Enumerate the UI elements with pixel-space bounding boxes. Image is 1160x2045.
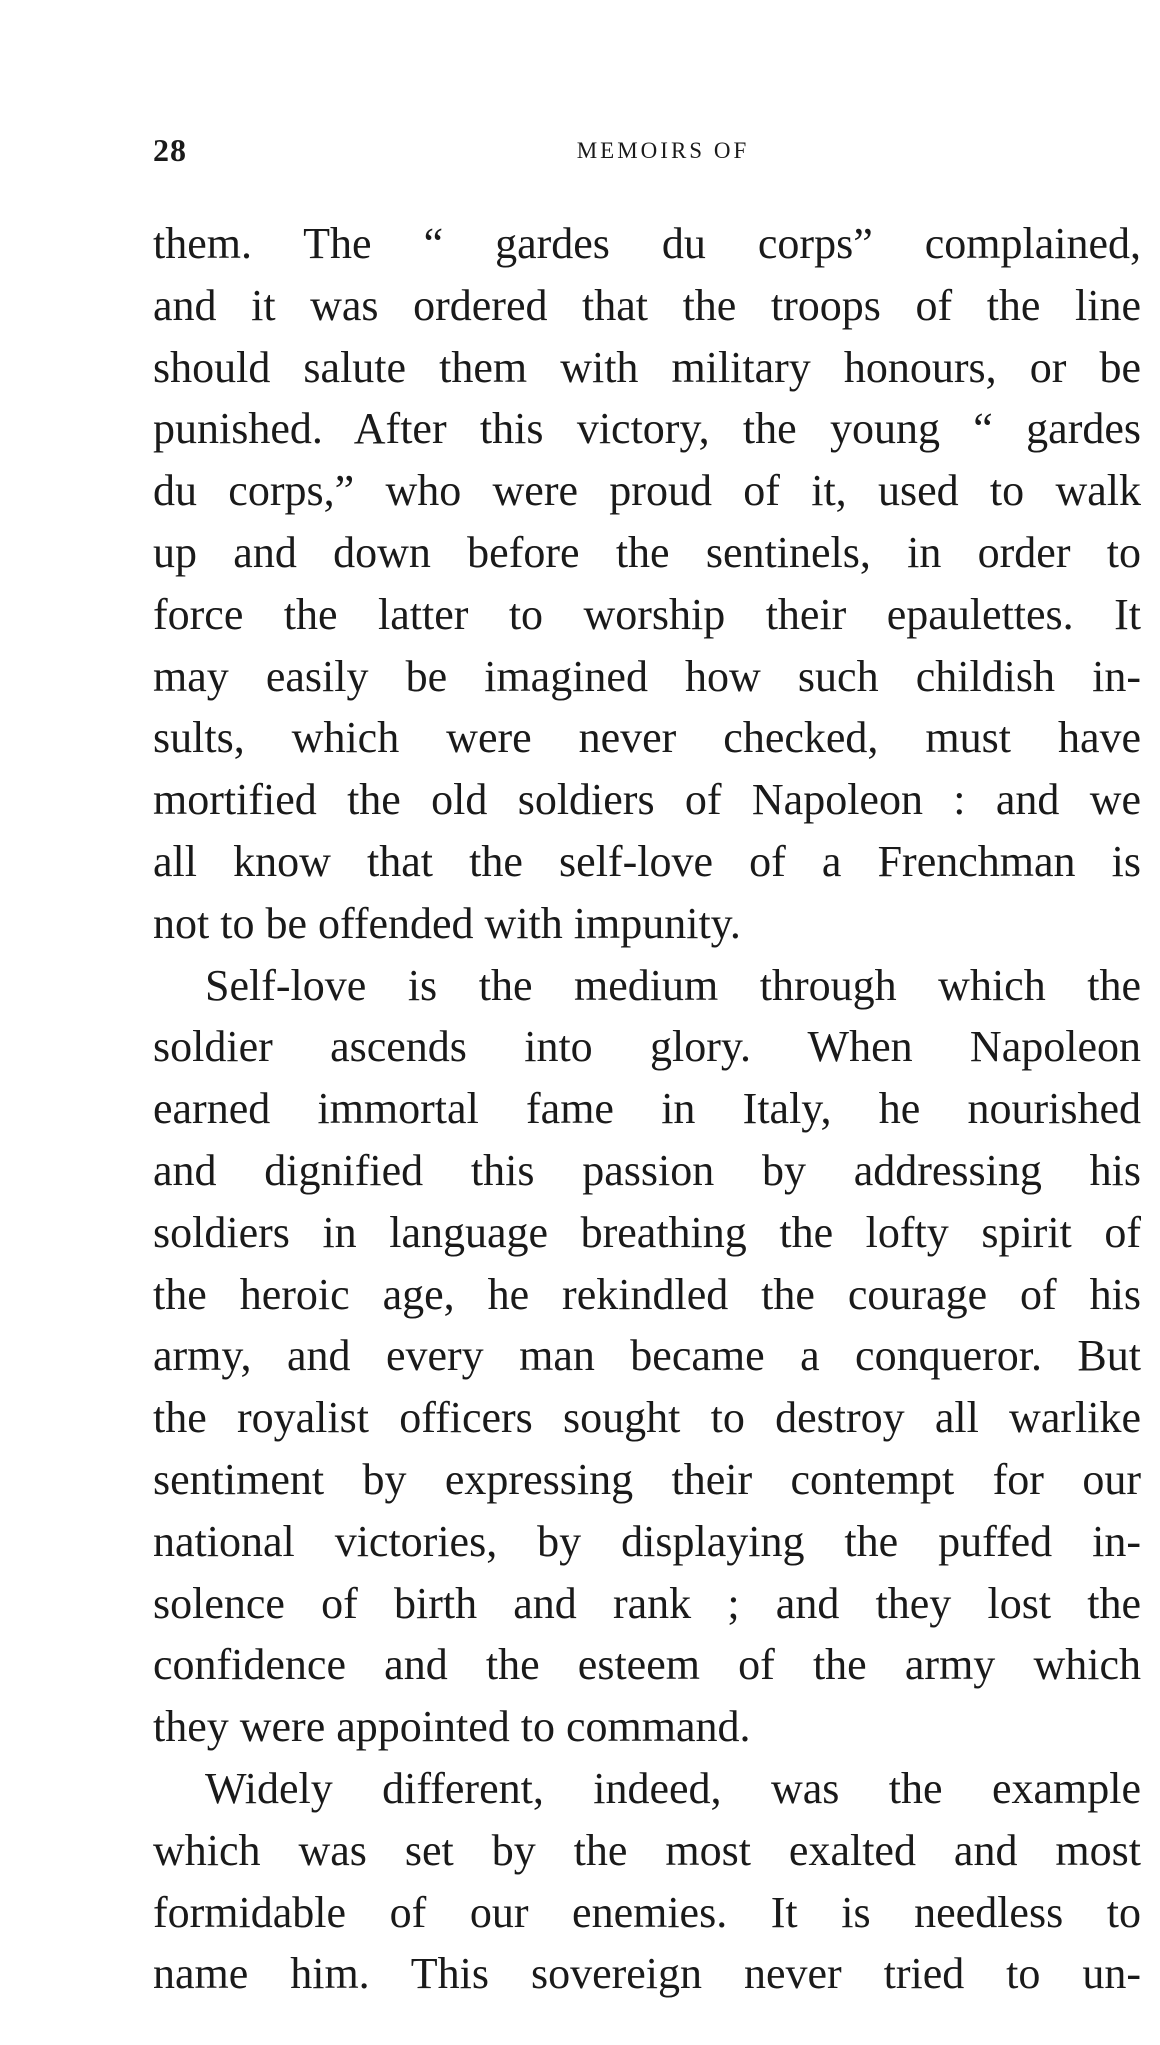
text-line: and it was ordered that the troops of the line [153, 280, 1141, 330]
paragraph [153, 1758, 1141, 2005]
text-line: should salute them with military honours, or be [153, 342, 1141, 392]
text-line: sults, which were never checked, must have [153, 713, 1141, 763]
body-text [153, 213, 1141, 2005]
running-head [153, 132, 1143, 172]
text-line: confidence and the esteem of the army which [153, 1640, 1141, 1690]
text-line: Widely different, indeed, was the example [205, 1763, 1141, 1813]
text-line: up and down before the sentinels, in order to [153, 527, 1141, 577]
text-line: they were appointed to command. [153, 1702, 751, 1752]
paragraph [153, 213, 1141, 955]
text-line: the heroic age, he rekindled the courage of his [153, 1269, 1141, 1319]
text-line: which was set by the most exalted and most [153, 1825, 1141, 1875]
text-line: earned immortal fame in Italy, he nourished [153, 1084, 1141, 1134]
text-line: them. The “ gardes du corps” complained, [153, 219, 1141, 268]
text-line: may easily be imagined how such childish in- [153, 651, 1141, 701]
text-line: Self-love is the medium through which the [205, 960, 1141, 1010]
paragraph [153, 955, 1141, 1758]
text-line: du corps,” who were proud of it, used to walk [153, 466, 1141, 516]
text-line: the royalist officers sought to destroy all warlike [153, 1393, 1141, 1443]
text-line: punished. After this victory, the young “ gardes [153, 404, 1141, 454]
running-title: MEMOIRS OF [576, 138, 750, 163]
text-line: national victories, by displaying the puffed in- [153, 1516, 1141, 1566]
text-line: not to be offended with impunity. [153, 898, 741, 948]
text-line: soldiers in language breathing the lofty spirit of [153, 1207, 1141, 1257]
text-line: sentiment by expressing their contempt for our [153, 1454, 1141, 1504]
text-line: formidable of our enemies. It is needless to [153, 1887, 1141, 1937]
text-line: solence of birth and rank ; and they lost the [153, 1578, 1141, 1628]
text-line: soldier ascends into glory. When Napoleon [153, 1022, 1141, 1072]
page-number: 28 [153, 132, 187, 168]
text-line: army, and every man became a conqueror. But [153, 1331, 1141, 1381]
text-line: all know that the self-love of a Frenchman is [153, 836, 1141, 886]
text-line: and dignified this passion by addressing his [153, 1145, 1141, 1195]
text-line: mortified the old soldiers of Napoleon : and we [153, 775, 1141, 825]
text-line: name him. This sovereign never tried to un- [153, 1949, 1141, 1999]
text-line: force the latter to worship their epaulettes. It [153, 589, 1141, 639]
